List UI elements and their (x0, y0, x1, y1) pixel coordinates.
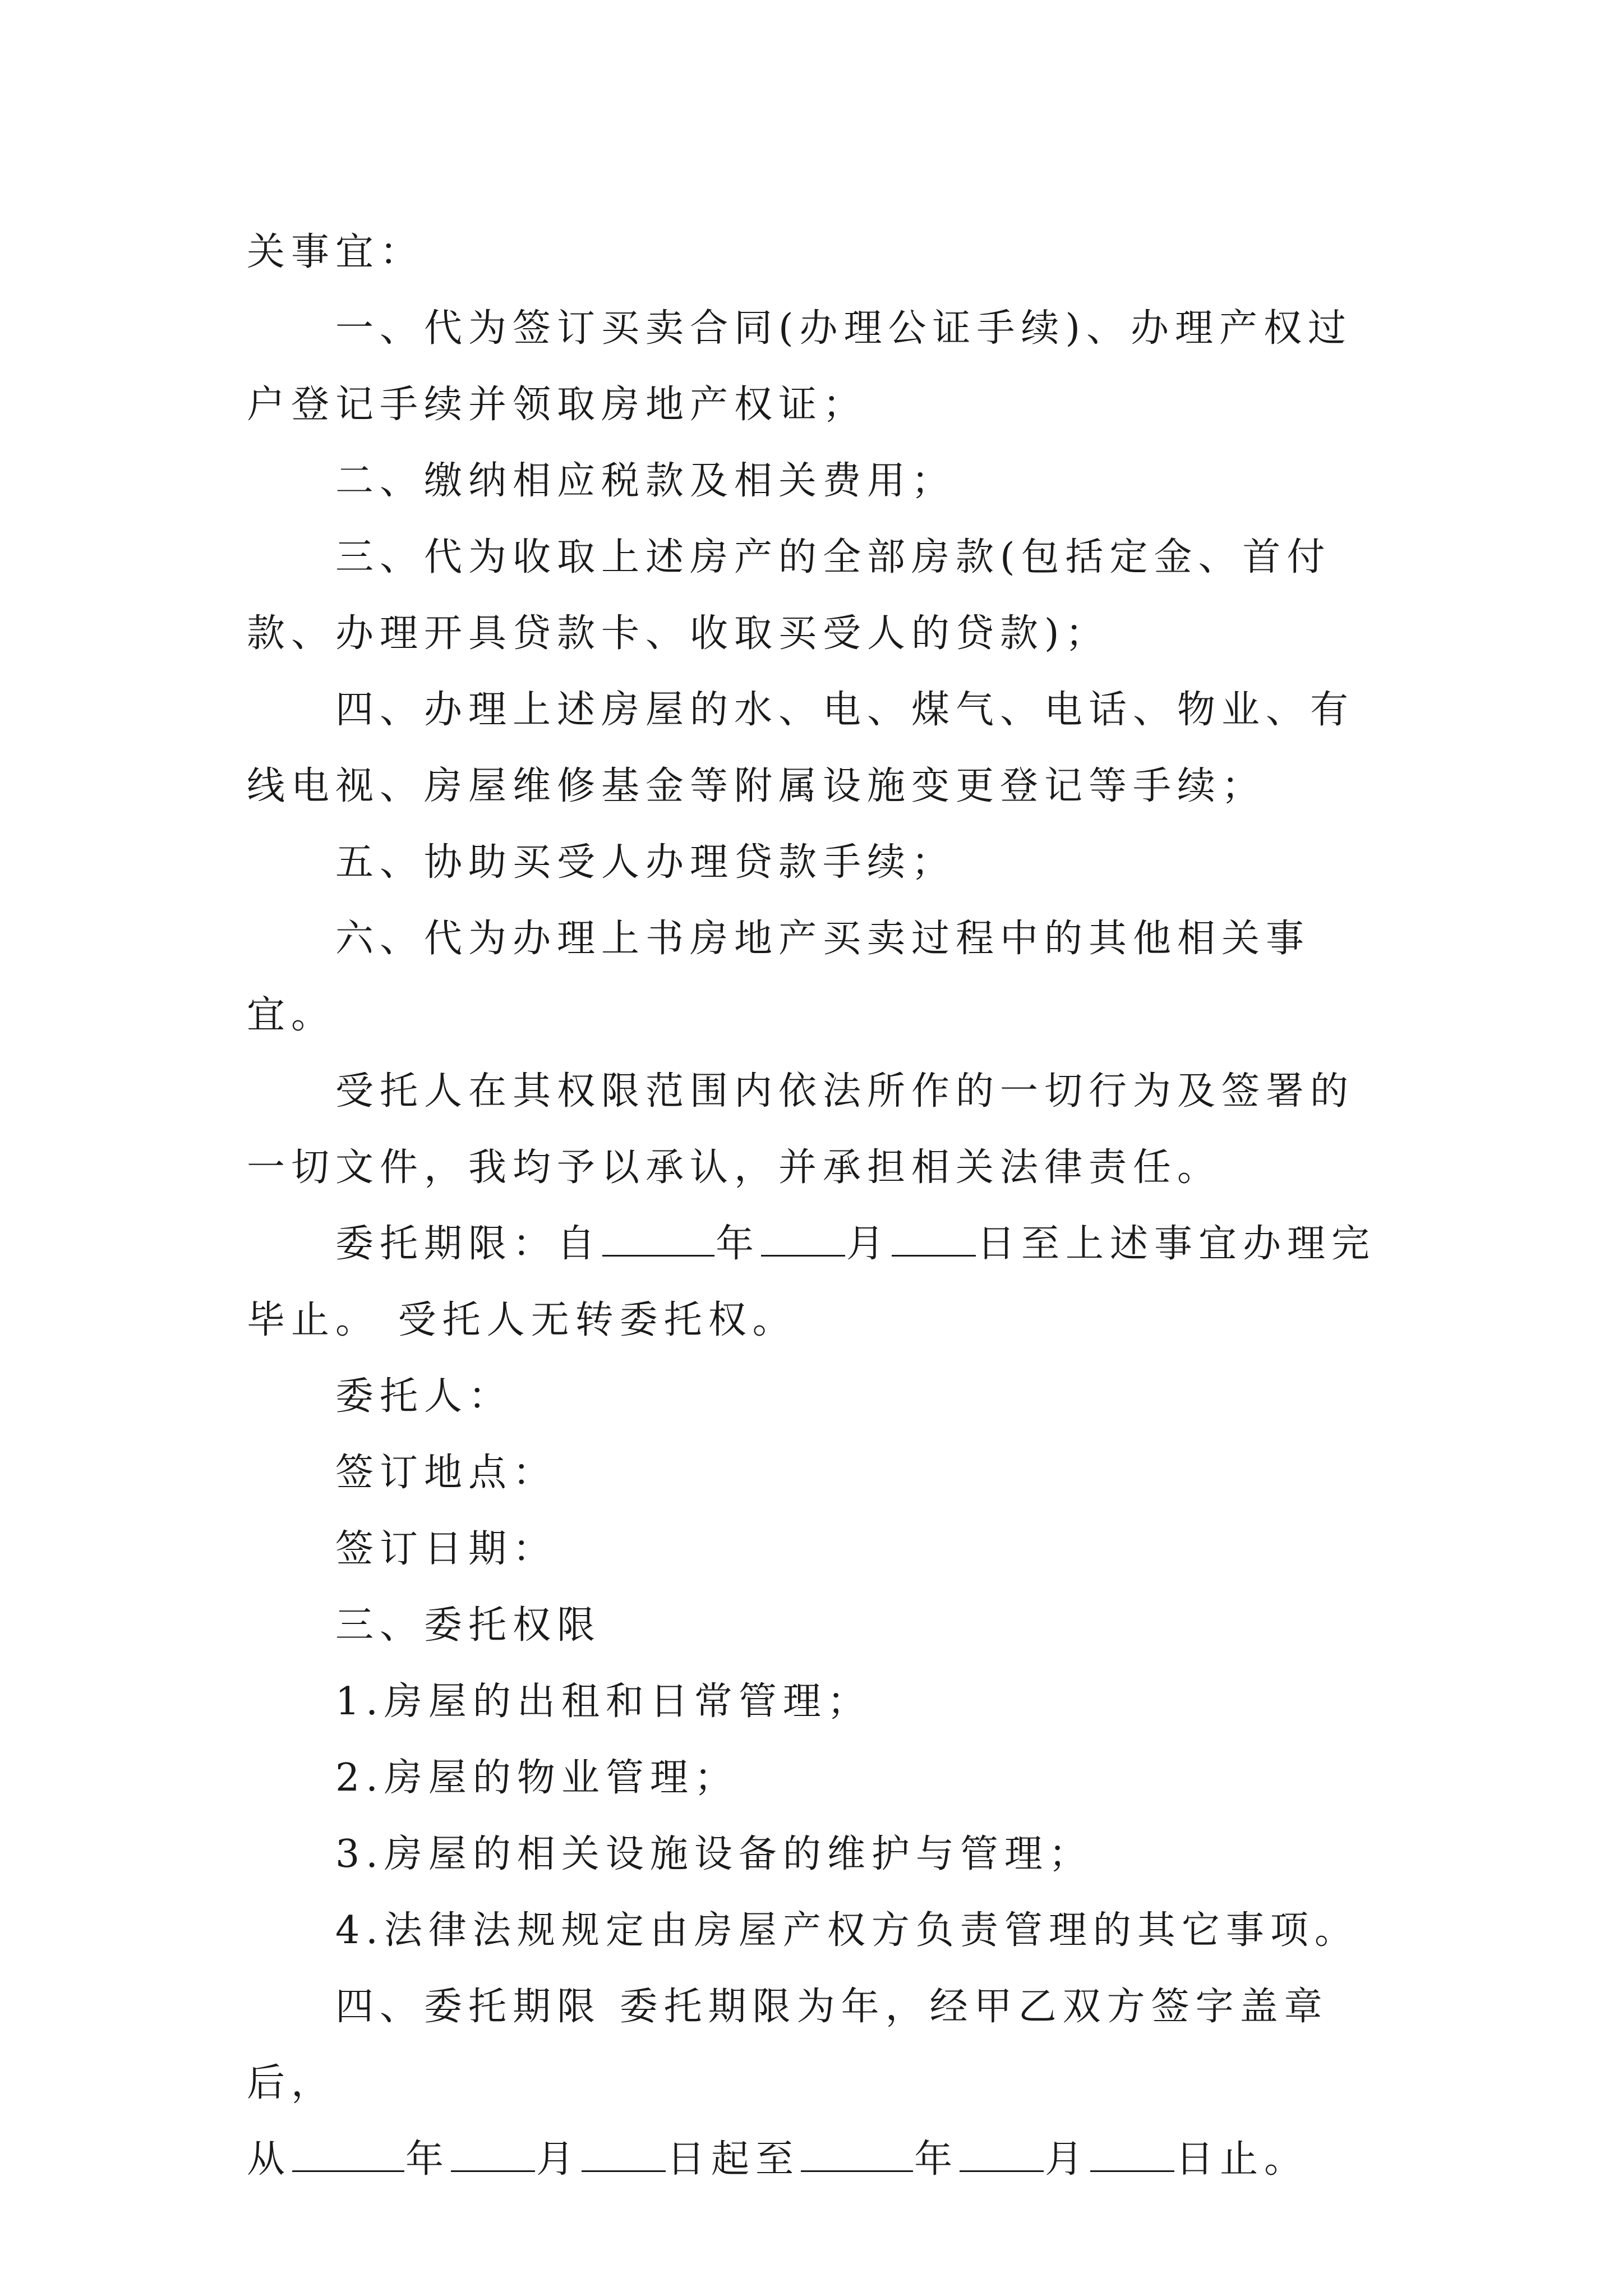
blank-month (761, 1221, 845, 1257)
section-heading-authority: 三、委托权限 (335, 1603, 602, 1648)
blank-start-year (292, 2137, 404, 2172)
unit-start-day: 日起至 (667, 2137, 800, 2182)
unit-start-year: 年 (405, 2137, 450, 2182)
paragraph-liability: 受托人在其权限范围内依法所作的一切行为及签署的一切文件，我均予以承认，并承担相关法律责任。 (247, 1069, 1355, 1190)
unit-end-month: 月 (1045, 2137, 1090, 2182)
unit-month: 月 (846, 1222, 891, 1266)
authority-item-1: 1.房屋的出租和日常管理； (335, 1680, 872, 1724)
unit-end-year: 年 (914, 2137, 959, 2182)
blank-end-month (960, 2137, 1044, 2172)
paragraph-item-4: 四、办理上述房屋的水、电、煤气、电话、物业、有线电视、房屋维修基金等附属设施变更登记等手续； (247, 688, 1355, 808)
paragraph-item-5: 五、协助买受人办理贷款手续； (335, 840, 956, 885)
blank-start-month (451, 2137, 535, 2172)
paragraph-item-3: 三、代为收取上述房产的全部房款(包括定金、首付款、办理开具贷款卡、收取买受人的贷款)； (247, 535, 1331, 656)
document-body (247, 214, 1391, 2198)
paragraph-item-2: 二、缴纳相应税款及相关费用； (335, 459, 956, 503)
paragraph-entrust-period (247, 1206, 1391, 1359)
blank-year (602, 1221, 714, 1257)
paragraph-item-1: 一、代为签订买卖合同(办理公证手续)、办理产权过户登记手续并领取房地产权证； (247, 306, 1353, 427)
authority-item-2: 2.房屋的物业管理； (335, 1756, 739, 1800)
section-heading-period: 四、委托期限 委托期限为年，经甲乙双方签字盖章后， (247, 1985, 1329, 2105)
authority-item-4: 4.法律法规规定由房屋产权方负责管理的其它事项。 (335, 1908, 1359, 1953)
signature-place: 签订地点： (335, 1451, 557, 1495)
period-range-line (247, 2122, 1391, 2198)
paragraph-continuation: 关事宜： (247, 230, 425, 274)
unit-end-day: 日止。 (1175, 2137, 1309, 2182)
blank-end-day (1090, 2137, 1174, 2172)
authority-item-3: 3.房屋的相关设施设备的维护与管理； (335, 1832, 1093, 1876)
unit-year: 年 (716, 1222, 760, 1266)
entrust-period-tail: 日至上述事宜办理完毕止。 受托人无转委托权。 (247, 1222, 1376, 1342)
unit-start-month: 月 (536, 2137, 581, 2182)
entrust-period-label: 委托期限：自 (335, 1222, 602, 1266)
blank-day (892, 1221, 976, 1257)
signature-date: 签订日期： (335, 1527, 557, 1571)
blank-start-day (582, 2137, 666, 2172)
signature-principal: 委托人： (335, 1374, 513, 1419)
period-from: 从 (247, 2137, 292, 2182)
blank-end-year (801, 2137, 913, 2172)
paragraph-item-6: 六、代为办理上书房地产买卖过程中的其他相关事宜。 (247, 917, 1311, 1037)
